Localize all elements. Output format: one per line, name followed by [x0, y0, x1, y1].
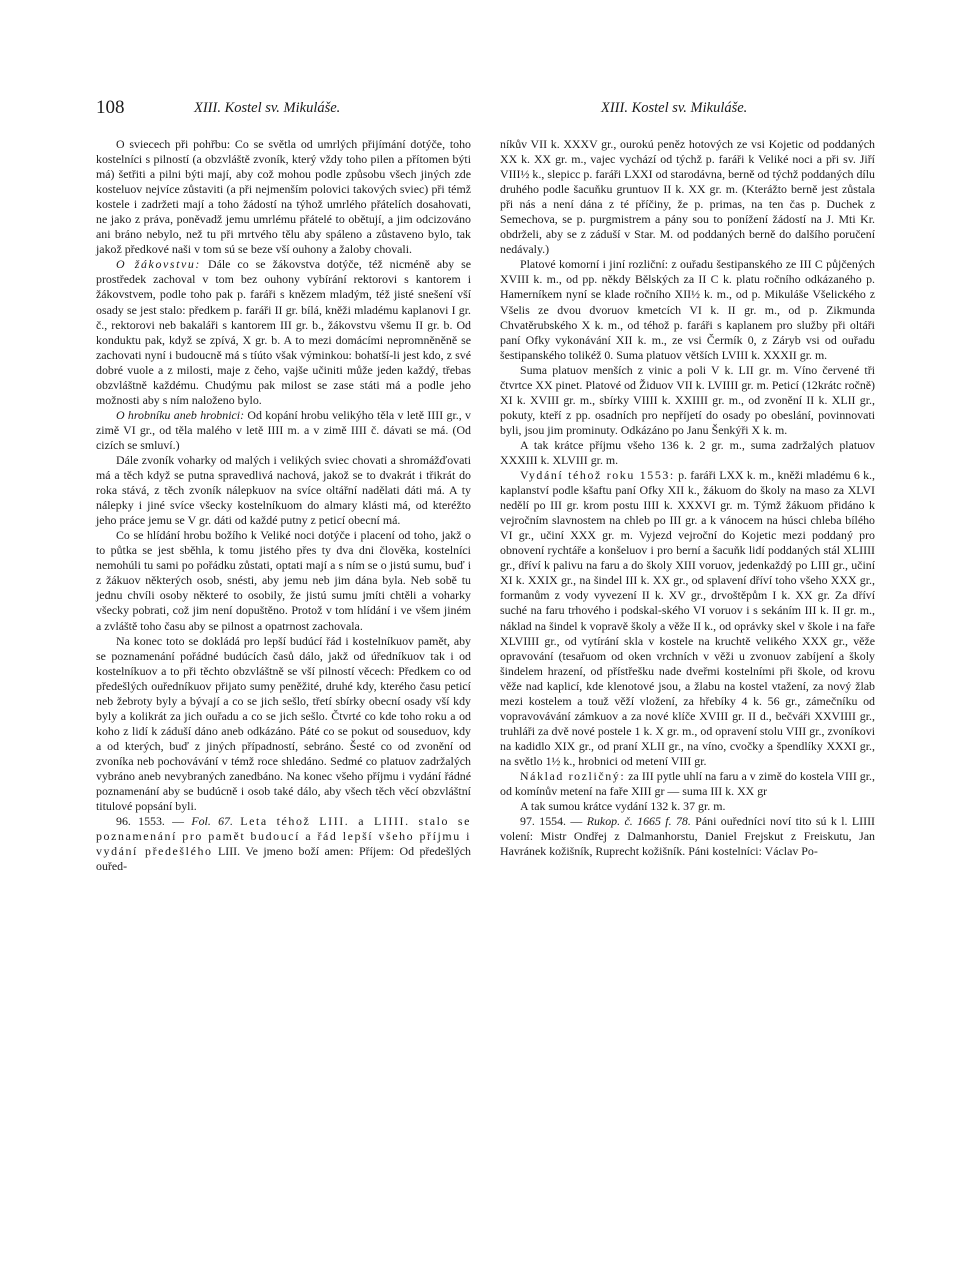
paragraph-misc-costs-text: za III pytle uhlí na faru a v zimě do kostela VIII gr., od komínův metení na faře XIII gr — suma III k. XX gr	[500, 768, 875, 799]
right-column	[500, 137, 875, 859]
section-heading-misc-costs: Náklad rozličný:	[520, 768, 626, 783]
paragraph-easter-watch: Co se hlídání hrobu božího k Veliké noci dotýče i placení od toho, jakž o to půtka se jest sběhla, k tomu jistého přes ty dva dni člověka, kostelníci nemohúli tu sami po pořádku zůstati, optati mají a s ním se o jistú sumu, buď i z žákuov některých osob, snésti, aby jemu neb jim dána byla. Neb sobě tu jednu chvíli osoby některé to osobily, že jistú sumu jmíti chtěli a voharky všecky pobrati, což jim není dopuštěno. Protož v tom hlídání i ve všem jiném a zvláště toho času aby se pilnost a opatrnost zachovala.	[96, 528, 471, 633]
paragraph-candle-stubs: Dále zvoník voharky od malých i velikých sviec chovati a shromážďovati má a těch když se putna spravedlivá nachová, jakož se to dvakrát i třikrát do roka stává, z těch zvoník nálepkuov na svíce oltářní nadělati dáti má. A ty nálepky i jiné svíce všecky kostelníkuom do almary klásti má, od kteréžto jeho práce jemu se V gr. dáti od každé putny z peticí obecní má.	[96, 452, 471, 528]
entry-97	[500, 814, 875, 859]
entry-97-number: 97. 1554. —	[520, 814, 583, 829]
entry-97-text: Páni ouředníci noví tito sú k l. LIIII volení: Mistr Ondřej z Dalmanhorstu, Daniel Frejskut z Freiskutu, Jan Havránek kožišník, Ruprecht kožišník. Páni kostelníci: Václav Po-	[500, 814, 875, 859]
paragraph-expenses-total: A tak sumou krátce vydání 132 k. 37 gr. m.	[520, 799, 726, 814]
entry-96	[96, 814, 471, 874]
paragraph-pupils-text: Dále co se žákovstva dotýče, též nicméně aby se prostředek zachoval v tom bez ouhony vybírání rektorovi s kantorem i žákovstvem, podle toho pak p. faráři s knězem mladým, též jisté snešení vší osady se jest stalo: předkem p. faráři II gr. bílá, kněži mladému kaplanovi I gr. č., rektorovi neb bakaláři s kantorem III gr. b., žákovstvu všemu II gr. b. Od konduktu pak, když se zpívá, X gr. b. A to mezi domácími nepromněněně se zachovati nyní i budoucně má s tíúto však výminkou: bohatší-li jest kdo, z své dobré vuole a z milosti, maje z čeho, vajše učiniti může jeden každý, třebas obzvláštně každému. Chudýmu pak milost se zase státi má a podle jeho možnosti aby s ním naloženo bylo.	[96, 257, 472, 407]
entry-96-text: LIII. Ve jmeno boží amen: Příjem: Od předešlých ouřed-	[96, 844, 471, 874]
paragraph-chamber-payments: Platové komorní i jiní rozliční: z ouřadu šestipanského ze III C půjčených XVIII k. m., od pp. někdy Bělských za II C k. platu ročního odkázaného p. Hamerníkem nyní se klade ročního XII½ k. m., od p. Mikuláše Všelického z Všelis ze dvou dvoruov kmetcích VI k. II gr. m., od p. Zikmunda Chvatěrubského X k. m., od téhož p. faráři s kaplanem pro služby při oltáři paní Ofky vykonávání XII k. m., ze vsi Čermík 0, z Záryb vsi od ouřadu šestipanského tolikéž 0. Suma platuov větších LVIII k. XXXII gr. m.	[500, 257, 875, 362]
paragraph-records-order: Na konec toto se dokládá pro lepší budúcí řád i kostelníkuov pamět, aby se poznamenání pořádné budúcích časů dálo, jakž od úředníkuov tak i od kostelníkuov a to při těchto obzvláštně se vší pilností věcech: Předkem co od předešlých ouředníkuov přijato sumy peněžité, druhé kdy, kterého času peticí neb žebroty byly a bývají a co se jich sešlo, třetí sbírky obecní osady vší kdy byly a kolikrát za jich ouřadu a co se jich sešlo. Čtvrté co kde toho roku a od koho z lidí k záduší dáno aneb odkázáno. Páté co se pokut od souseduov, kdy a od kterých, buď z jiných případností, sebráno. Šesté co od zvonění od zvoníka neb pochovávání v témž roce shledáno. Sedmé co platuov zadržalých vybráno aneb nevybraných zanedbáno. Na konec všeho příjmu i vydání řádné poznamenání aby se budúcně i osob také dálo, aby všech těch věcí obzvláštní titulové popsání byli.	[96, 633, 471, 814]
running-head-right: XIII. Kostel sv. Mikuláše.	[601, 100, 748, 116]
paragraph-income-total: A tak krátce příjmu všeho 136 k. 2 gr. m., suma zadržalých platuov XXXIII k. XLVIII gr. m.	[500, 437, 875, 467]
paragraph-gravedigger-text: Od kopání hrobu velikýho těla v letě IIII gr., v zimě VI gr., od těla malého v letě IIII m. a v zimě IIII č. dávati se má. (Od cizích se smluví.)	[96, 407, 471, 452]
section-heading-gravedigger: O hrobníku aneb hrobnici:	[116, 407, 245, 422]
section-heading-pupils: O žákovstvu:	[116, 257, 201, 272]
paragraph-income-continued: níkův VII k. XXXV gr., ourokú peněz hotových ze vsi Kojetic od poddaných XX k. XX gr. m., vajec vychází od týchž p. faráři k Veliké noci a při sv. Jiří VIII½ k., slepicc p. faráři LXXI od starodávna, berně od týchž poddaných dílu druhého podle šacuňku gruntuov II k. XX gr. m. (Kterážto berně jest zůstala při nás a není dána z té příčiny, že p. primas, na ten čas p. Duchek z Semechova, se p. purgmistrem a pány sou to ponížení žádostí na J. Mti Kr. obdrželi, aby se z záduší v Star. M. od poddaných berně do dalšího poručení nedávaly.)	[500, 137, 875, 257]
paragraph-smaller-payments: Suma platuov menších z vinic a poli V k. LII gr. m. Víno červené tři čtvrtce XX pinet. Platové od Židuov VII k. LVIIII gr. m. Peticí (12krátc ročně) XI k. XVIII gr. m., sbírky VIIII k. XXIIII gr. m., od zvonění II k. XLII gr., pokuty, kteří z pp. osadních pro nepříjetí do osady po obeslání, povinnovati byli, jsou jim prominuty. Odkázáno po Janu Šenkýři X k. m.	[500, 362, 875, 437]
paragraph-expenses	[500, 468, 875, 769]
section-heading-expenses: Vydání téhož roku 1553:	[520, 468, 675, 483]
entry-97-source: Rukop. č. 1665 f. 78.	[586, 814, 691, 829]
left-column	[96, 137, 471, 874]
page-number: 108	[96, 97, 125, 118]
entry-96-title: Leta téhož LIII. a LIIII. stalo se poznamenání pro pamět budoucí a řád lepší všeho příjmu i vydání předešlého	[96, 814, 471, 859]
paragraph-gravedigger	[96, 408, 471, 453]
paragraph-misc-costs	[500, 769, 875, 799]
entry-96-number: 96. 1553. —	[116, 814, 185, 829]
paragraph-pupils	[96, 257, 471, 407]
page-header	[96, 97, 874, 121]
running-head-left: XIII. Kostel sv. Mikuláše.	[194, 100, 341, 116]
paragraph-expenses-text: p. faráři LXX k. m., kněži mladému 6 k., kaplanství podle kšaftu paní Ofky XII k., žákuom do školy na maso za XLVI nedělí po III gr. krom postu IIII k. XXXVI gr. m. Týmž žákuom přidáno k vejročním slavnostem na chleb po III gr. a k vánocem na húsci chleba bílého VI gr., učiní XXX gr. m. Vyjezd vejroční do Kojetic mezi poddaný pro obnovení rychtáře a konšeluov i pro berní a šacuňk lidí poddaných stál XLIIII gr., dříví k palivu na faru a do školy XIII voruov, jedenkaždý po LIII gr., učiní XI k. XXIX gr., na šindel III k. XX gr., od splavení dříví toho všeho XXX gr., formanům z vody vyvezení II k. XV gr., drvoštěpům I k. XX gr. Za dříví suché na faru trhového i podskal-ského VI voruov i s sekáním III k. II gr. m., náklad na šindel k vopravě školy a věže II k., od oprávky skel v škole i na faře XLVIIII gr., od vytírání skla v kostele na kruchtě velikého XXX gr., věže opravování (tesařuom od oken vrchních v věži u zvonuov zabíjení a školy šindelem hrazení, od přístřešku nade dveřmi kostelními při škole, od krovu věže nad kaplicí, kde klenotové jsou, a žlabu na kostel vtažení, za nový žlab mezi kostelem a touž věží vložení, za hřebíky 4 k. 56 gr., zámečníku od vopravovávání zámkuov a za nové klíče XVIII gr. II d., bečváři XXVIIII gr., truhláři za dvě nové postele 1 k. X gr. m., od opravení stolu VIII gr., zvoníkovi na kadidlo XIX gr., od praní XLII gr., na víno, cvočky a špendlíky XXXI gr., na světlo 1½ k., hrobnici od metení VIII gr.	[500, 468, 875, 768]
entry-96-source: Fol. 67.	[191, 814, 233, 829]
paragraph-candles: O sviecech při pohřbu: Co se světla od umrlých přijímání dotýče, toho kostelníci s pilností (a obzvláště zvoník, který vždy toho pilen a přítomen býti má) šetřiti a pilni býti mají, aby což mohou podle způsobu všech jiných zde kosteluov nejvíce zůstaviti (a při nejmenším polovici takových sviec) při témž kostele i zadržeti mají a toho žádostí na týhož umrlého přátelích dosahovati, ne jako z práva, poněvadž jemu umrlému přátelé to obětují, a jim odcizováno ani bráno nebylo, než tu při mrtvého tělu aby spáleno a zůstaveno bylo, tak jakož předkové naši v tom sú se beze vší ouhony a žaloby chovali.	[96, 137, 471, 257]
